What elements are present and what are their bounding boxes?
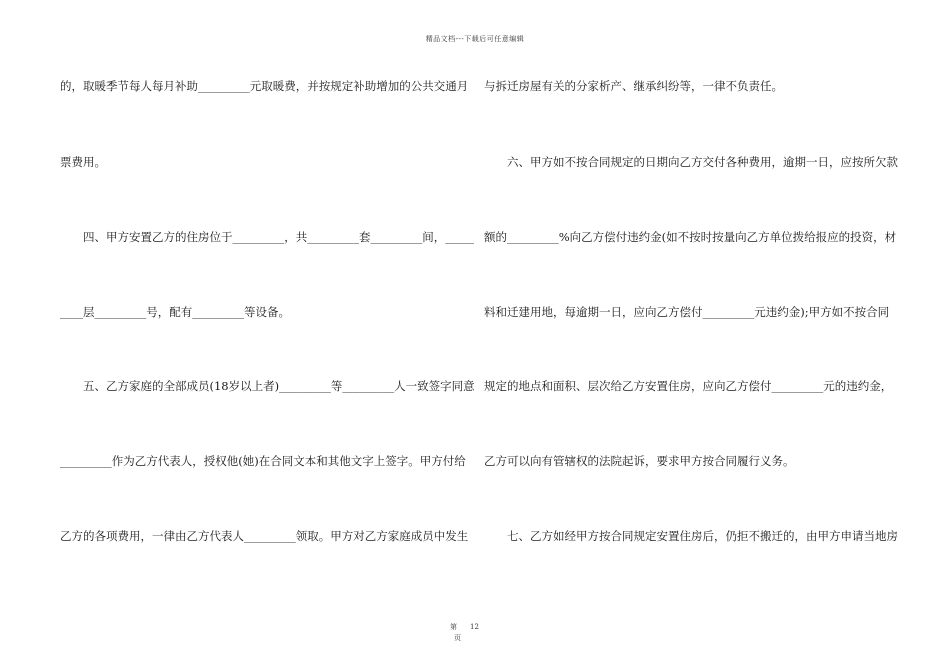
page-number: 12 [470, 623, 479, 631]
page-label-prefix: 第 [450, 623, 457, 631]
paragraph-line: ____层_________号，配有_________等设备。 [60, 305, 290, 319]
page-label-suffix: 页 [454, 634, 461, 642]
paragraph-line: 额的_________%向乙方偿付违约金(如不按时按量向乙方单位拨给报应的投资，材 [484, 230, 897, 244]
paragraph-line: 规定的地点和面积、层次给乙方安置住房，应向乙方偿付_________元的违约金， [484, 379, 893, 393]
paragraph-line: 料和迁建用地，每逾期一日，应向乙方偿付_________元违约金);甲方如不按合同 [484, 305, 890, 319]
paragraph-line: 五、乙方家庭的全部成员(18岁以上者)_________等_________人一致签字同意 [83, 379, 475, 393]
paragraph-line: 六、甲方如不按合同规定的日期向乙方交付各种费用，逾期一日，应按所欠款 [507, 155, 898, 169]
paragraph-line: _________作为乙方代表人，授权他(她)在合同文本和其他文字上签字。甲方付给 [60, 454, 466, 468]
paragraph-line: 的，取暖季节每人每月补助_________元取暖费，并按规定补助增加的公共交通月 [60, 79, 469, 93]
page-header: 精品文档---下载后可任意编辑 [425, 35, 525, 43]
paragraph-line: 七、乙方如经甲方按合同规定安置住房后，仍拒不搬迁的，由甲方申请当地房 [507, 529, 898, 543]
paragraph-line: 乙方可以向有管辖权的法院起诉，要求甲方按合同履行义务。 [484, 454, 795, 468]
paragraph-line: 四、甲方安置乙方的住房位于_________，共_________套_________间，_____ [83, 230, 474, 244]
paragraph-line: 乙方的各项费用，一律由乙方代表人_________领取。甲方对乙方家庭成员中发生 [60, 529, 469, 543]
paragraph-line: 票费用。 [60, 155, 106, 169]
paragraph-line: 与拆迁房屋有关的分家析产、继承纠纷等，一律不负责任。 [484, 79, 783, 93]
